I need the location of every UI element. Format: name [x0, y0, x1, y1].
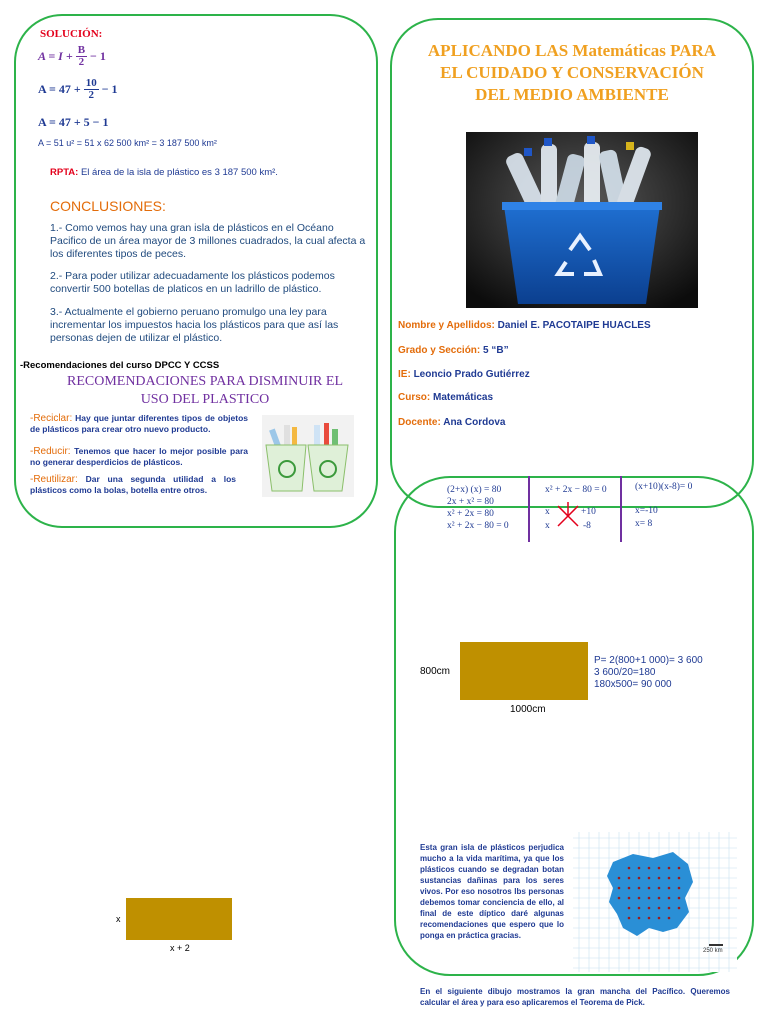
recycle-bin-bottles-icon [466, 132, 698, 308]
rpta [50, 167, 278, 178]
recommendation-reciclar-text: Hay que juntar diferentes tipos de objetos de plásticos para crear otro nuevo producto. [30, 413, 248, 434]
calc-line-2: 3 600/20=180 [594, 667, 656, 678]
formula-line-2 [38, 78, 118, 101]
field-curso [398, 392, 493, 403]
field-docente-key: Docente: [398, 417, 441, 428]
equation-1-line-2: 2x + x² = 80 [447, 497, 494, 507]
equation-1-line-1: (2+x) (x) = 80 [447, 485, 502, 495]
formula-1-fraction [76, 45, 87, 68]
field-nombre [398, 320, 651, 331]
conclusion-item-2: 2.- Para poder utilizar adecuadamente los plásticos podemos convertir 500 botellas de platicos en un ladrillo de plástico. [50, 270, 335, 295]
formula-2-lhs: A = 47 + [38, 82, 81, 96]
brick-rectangle [460, 642, 588, 700]
rectangle-side-label: 800cm [420, 666, 451, 677]
field-nombre-key: Nombre y Apellidos: [398, 320, 495, 331]
recommendation-reciclar-label: -Reciclar: [30, 413, 73, 424]
cover-title-line-1: APLICANDO LAS Matemáticas PARA [427, 41, 717, 60]
formula-1-num: B [77, 44, 86, 56]
field-ie-key: IE: [398, 369, 411, 380]
island-paragraph: Esta gran isla de plásticos perjudica mucho a la vida marítima, ya que los plásticos cuando se degradan botan sustancias dañinas para los seres vivos. Por eso nosotros lbs personas debemos tomar conciencia de ello, al final de este díptico daré algunas recomendaciones que espero que lo ponga en práctica gracias. [420, 843, 564, 940]
rpta-label: RPTA: [50, 167, 79, 178]
formula-1-tail: − 1 [90, 49, 106, 63]
recommendation-reducir-label: -Reducir: [30, 446, 71, 457]
field-grado-key: Grado y Sección: [398, 345, 481, 356]
recommendation-reciclar [30, 413, 248, 435]
field-nombre-value: Daniel E. PACOTAIPE HUACLES [497, 320, 651, 331]
formula-line-4: A = 51 u² = 51 x 62 500 km² = 3 187 500 km² [38, 138, 217, 148]
field-docente [398, 417, 505, 428]
field-grado [398, 345, 509, 356]
equation-column-1 [447, 484, 509, 532]
field-curso-key: Curso: [398, 392, 431, 403]
formula-2-fraction [84, 78, 99, 101]
field-curso-value: Matemáticas [433, 392, 494, 403]
recommendations-title-line-1: RECOMENDACIONES PARA DISMINUIR EL [66, 374, 343, 389]
pick-theorem-note: En el siguiente dibujo mostramos la gran mancha del Pacífico. Queremos calcular el área y para eso aplicaremos el Teorema de Pick. [420, 987, 730, 1007]
field-docente-value: Ana Cordova [443, 417, 506, 428]
small-rectangle [126, 898, 232, 940]
recycle-bins-icon [262, 415, 354, 497]
formula-1-lhs: A = I + [38, 49, 73, 63]
equation-divider-2 [620, 476, 622, 542]
small-rect-side-label: x [116, 914, 121, 924]
equation-column-3-line-2: x=-10 [635, 506, 658, 516]
equation-column-2-top: x² + 2x − 80 = 0 [545, 485, 607, 495]
field-ie-value: Leoncio Prado Gutiérrez [413, 369, 530, 380]
recommendation-reutilizar-text: Dar una segunda utilidad a los plásticos como la bolas, botella entre otros. [30, 474, 236, 495]
equation-column-3-line-3: x= 8 [635, 519, 653, 529]
equation-divider-1 [528, 476, 530, 542]
field-ie [398, 369, 530, 380]
recommendation-reducir [30, 446, 248, 468]
conclusions-title: CONCLUSIONES: [50, 198, 166, 214]
cross-method-icon [556, 500, 580, 530]
formula-1-den: 2 [78, 56, 85, 68]
cover-title-line-3: DEL MEDIO AMBIENTE [475, 85, 669, 104]
rpta-text: El área de la isla de plástico es 3 187 500 km². [80, 167, 278, 178]
formula-line-3: A = 47 + 5 − 1 [38, 115, 109, 129]
solution-heading: SOLUCIÓN: [40, 28, 103, 40]
cover-title-line-2: EL CUIDADO Y CONSERVACIÓN [440, 63, 704, 82]
perimeter-calculation [594, 655, 703, 691]
equation-x2: x [545, 521, 550, 531]
formula-2-den: 2 [88, 89, 94, 101]
equation-1-line-4: x² + 2x − 80 = 0 [447, 521, 509, 531]
equation-1-line-3: x² + 2x = 80 [447, 509, 494, 519]
equation-x1: x [545, 507, 550, 517]
rectangle-bottom-label: 1000cm [510, 704, 546, 715]
calc-line-3: 180x500= 90 000 [594, 679, 672, 690]
small-rect-bottom-label: x + 2 [170, 943, 190, 953]
recommendations-title [40, 373, 370, 409]
equation-minus8: -8 [583, 521, 591, 531]
conclusion-item-1: 1.- Como vemos hay una gran isla de plásticos en el Océano Pacifico de un área mayor de 3 millones cuadrados, la cual afecta a los diferentes tipos de peces. [50, 222, 366, 260]
equation-column-3-line-1: (x+10)(x-8)= 0 [635, 482, 693, 492]
formula-2-tail: − 1 [101, 82, 118, 96]
calc-line-1: P= 2(800+1 000)= 3 600 [594, 655, 703, 666]
cover-title [392, 40, 752, 106]
course-note: -Recomendaciones del curso DPCC Y CCSS [20, 360, 220, 371]
pacific-garbage-patch-grid-icon [573, 832, 737, 972]
recommendation-reutilizar [30, 474, 236, 496]
recommendation-reutilizar-label: -Reutilizar: [30, 474, 78, 485]
formula-2-num: 10 [85, 77, 97, 89]
formula-line-1 [38, 45, 106, 68]
field-grado-value: 5 “B” [483, 345, 509, 356]
map-scale-label: 250 km [703, 948, 723, 954]
conclusion-item-3: 3.- Actualmente el gobierno peruano promulgo una ley para incrementar los impuestos hacia los plásticos para que así las personas dejen de utilizar el plástico. [50, 306, 339, 344]
recommendations-title-line-2: USO DEL PLASTICO [140, 392, 270, 407]
equation-plus10: +10 [581, 507, 596, 517]
recommendation-reducir-text: Tenemos que hacer lo mejor posible para no generar desperdicios de plásticos. [30, 446, 248, 467]
